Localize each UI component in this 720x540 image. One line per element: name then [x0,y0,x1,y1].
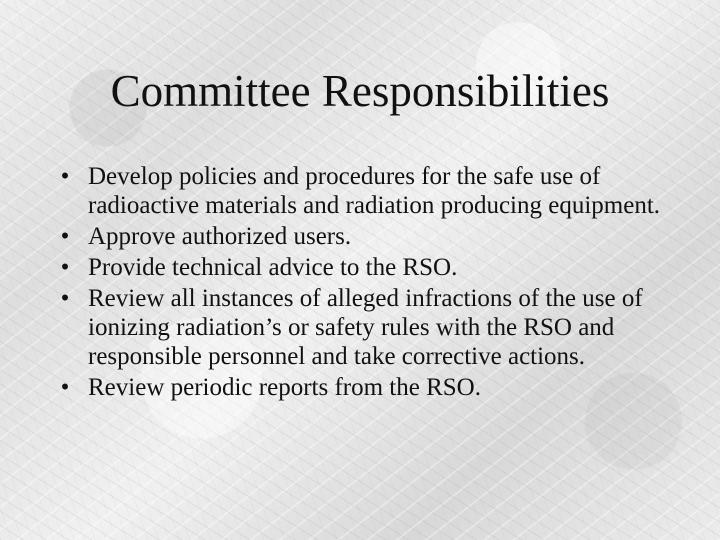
bullet-marker-1: • [60,163,70,190]
bullet-marker-2: • [60,223,70,250]
bullet-text-4: Review all instances of alleged infractions of the use of ionizing radiation’s or safety rules with the RSO and responsible personnel and take corrective actions. [88,285,643,370]
bullet-marker-5: • [60,374,70,401]
bullet-list [54,162,674,404]
bullet-item-2 [54,222,674,251]
bullet-text-2: Approve authorized users. [88,223,352,250]
bullet-text-1: Develop policies and procedures for the safe use of radioactive materials and radiation producing equipment. [88,163,661,219]
slide-title: Committee Responsibilities [110,66,610,116]
bullet-text-3: Provide technical advice to the RSO. [88,254,458,281]
bullet-text-5: Review periodic reports from the RSO. [88,374,481,401]
bullet-item-1 [54,162,674,220]
bullet-item-3 [54,253,674,282]
bullet-item-4 [54,284,674,371]
bullet-marker-4: • [60,285,70,312]
bullet-item-5 [54,373,674,402]
bullet-marker-3: • [60,254,70,281]
